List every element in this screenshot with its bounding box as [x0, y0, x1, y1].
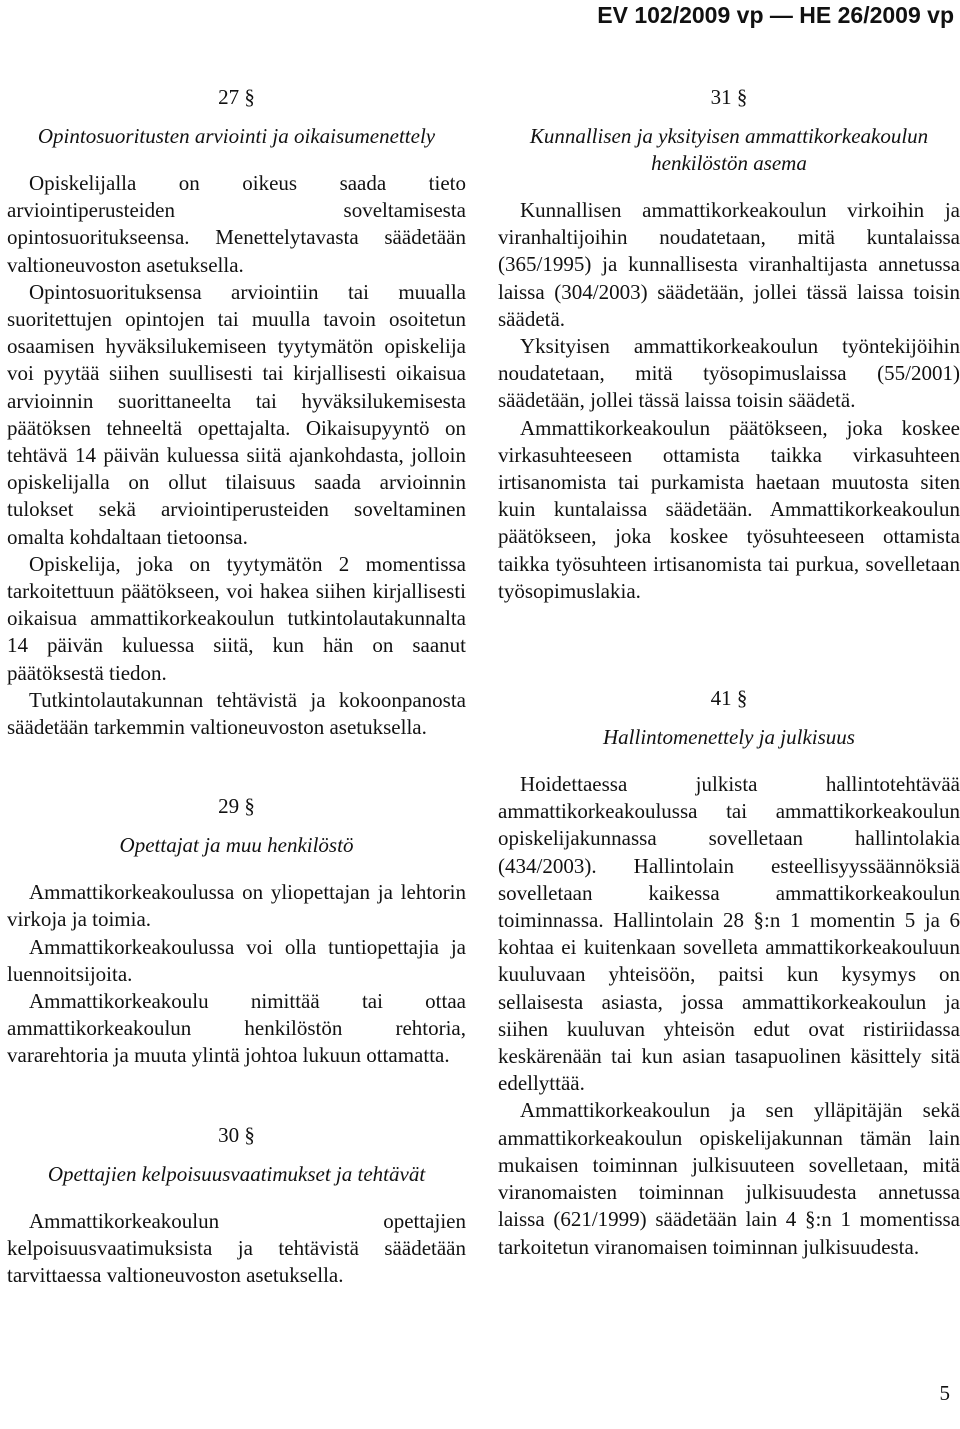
- paragraph: Ammattikorkeakoulussa on yliopettajan ja lehtorin virkoja ja toimia.: [7, 880, 466, 932]
- paragraph: Tutkintolautakunnan tehtävistä ja kokoonpanosta säädetään tarkemmin valtioneuvoston asetuksella.: [7, 687, 466, 740]
- paragraph: Hoidettaessa julkista hallintotehtävää ammattikorkeakoulussa tai ammattikorkeakoulun opiskelijakunnassa sovelletaan hallintolakia (434/2003). Hallintolain esteellisyyssäännöksiä sovelletaan kaikessa ammattikorkeakoulun toiminnassa. Hallintolain 28 §:n 1 momentin 5 ja 6 kohtaa ei kuitenkaan sovelleta ammattikorkeakouluun kuuluvaan yhteisöön, paitsi kun kysymys on sellaisesta asiasta, jossa ammattikorkeakoulun ja siihen kuuluvan yhteisön edut ovat ristiriidassa keskärenään tai kun asian tasapuolinen käsittely sitä edellyttää.: [498, 772, 960, 1096]
- paragraph: Ammattikorkeakoulun päätökseen, joka koskee virkasuhteeseen ottamista taikka virkasuhteen irtisanomista tai purkamista haetaan muutosta siten kuin kuntalaissa säädetään. Ammattikorkeakoulun päätökseen, joka koskee työsuhteeseen ottamista taikka työsuhteen irtisanomista tai purkua, sovelletaan työsopimuslakia.: [498, 415, 960, 603]
- section-heading: 27 §: [218, 85, 255, 109]
- paragraph: Opiskelijalla on oikeus saada tieto arviointiperusteiden soveltamisesta opintosuoritukseensa. Menettelytavasta säädetään valtioneuvoston asetuksella.: [7, 171, 466, 277]
- paragraph: Ammattikorkeakoulun ja sen ylläpitäjän sekä ammattikorkeakoulun opiskelijakunnan tämän lain mukaisen toiminnan julkisuuteen sovelletaan, mitä viranomaisten toiminnan julkisuudesta annetussa laissa (621/1999) säädetään lain 4 §:n 1 momentissa tarkoitetun viranomaisen toiminnan julkisuudesta.: [498, 1098, 960, 1259]
- paragraph: Opiskelija, joka on tyytymätön 2 momentissa tarkoitettuun päätökseen, voi hakea siihen kirjallisesti oikaisua ammattikorkeakoulun tutkintolautakunnalta 14 päivän kuluessa siitä, kun hän on saanut päätöksestä tiedon.: [7, 551, 466, 685]
- section-41: [498, 685, 960, 1261]
- section-title: Hallintomenettely ja julkisuus: [603, 725, 855, 750]
- section-30: [7, 1122, 466, 1290]
- paragraph: Ammattikorkeakoulussa voi olla tuntiopettajia ja luennoitsijoita.: [7, 934, 466, 986]
- section-title: Opintosuoritusten arviointi ja oikaisumenettely: [37, 124, 436, 148]
- document-header: EV 102/2009 vp — HE 26/2009 vp: [597, 2, 954, 28]
- section-29: [7, 793, 466, 1069]
- right-column: [498, 84, 960, 1313]
- section-31: [498, 84, 960, 605]
- section-27: [7, 84, 466, 741]
- paragraph: Opintosuorituksensa arviointiin tai muualla suoritettujen opintojen tai muulla tavoin osoitetun osaamisen hyväksilukemiseen tyytymätön opiskelija voi pyytää siihen suullisesti tai kirjallisesti oikaisua arvioinnin suorittaneelta tai hyväksilukemisesta päätöksen tehneeltä opettajalta. Oikaisupyyntö on tehtävä 14 päivän kuluessa siitä ajankohdasta, jolloin opiskelijalla on ollut tilaisuus saada arvioinnin tulokset sekä arviointiperusteiden soveltaminen omalta kohdaltaan tietoonsa.: [7, 279, 466, 549]
- section-heading: 30 §: [218, 1122, 255, 1147]
- section-heading: 31 §: [710, 85, 748, 109]
- section-heading: 41 §: [710, 686, 748, 711]
- left-column: [7, 84, 466, 1341]
- section-title: Kunnallisen ja yksityisen ammattikorkeakoulun henkilöstön asema: [529, 124, 929, 175]
- paragraph: Kunnallisen ammattikorkeakoulun virkoihin ja viranhaltijoihin noudatetaan, mitä kuntalaissa (365/1995) ja kunnallisesta viranhaltijasta annetussa laissa (304/2003) säädetään, jollei tässä laissa toisin säädetä.: [498, 198, 960, 331]
- paragraph: Yksityisen ammattikorkeakoulun työntekijöihin noudatetaan, mitä työsopimuslaissa (55/2001) säädetään, jollei tässä laissa toisin säädetä.: [498, 334, 960, 413]
- paragraph: Ammattikorkeakoulun opettajien kelpoisuusvaatimuksista ja tehtävistä säädetään tarvittaessa valtioneuvoston asetuksella.: [7, 1208, 466, 1288]
- paragraph: Ammattikorkeakoulu nimittää tai ottaa ammattikorkeakoulun henkilöstön rehtoria, vararehtoria ja muuta ylintä johtoa lukuun ottamatta.: [7, 989, 466, 1068]
- section-title: Opettajien kelpoisuusvaatimukset ja tehtävät: [47, 1161, 426, 1186]
- page-number: 5: [939, 1381, 950, 1405]
- section-heading: 29 §: [218, 794, 255, 819]
- section-title: Opettajat ja muu henkilöstö: [119, 833, 354, 858]
